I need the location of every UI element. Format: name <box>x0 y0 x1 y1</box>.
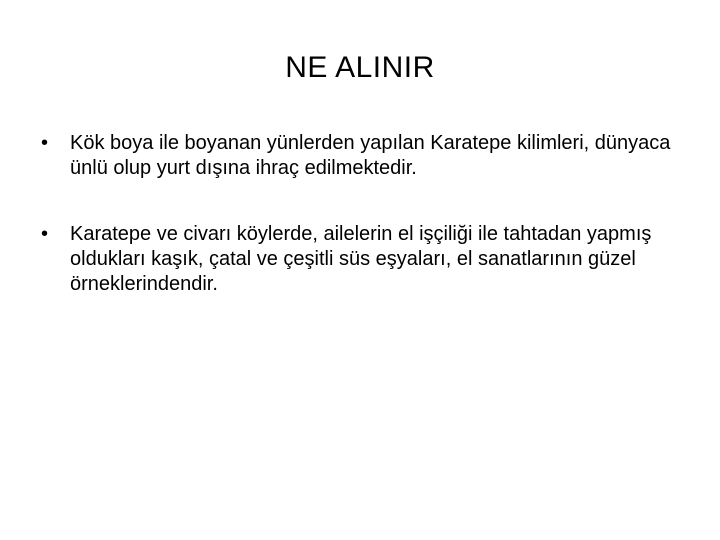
slide-title <box>0 46 720 90</box>
bullet-text: Kök boya ile boyanan yünlerden yapılan Karatepe kilimleri, dünyaca ünlü olup yurt dışına ihraç edilmektedir. <box>70 132 671 179</box>
bullet-text: Karatepe ve civarı köylerde, ailelerin el işçiliği ile tahtadan yapmış oldukları kaşık, çatal ve çeşitli süs eşyaları, el sanatlarının güzel örneklerindendir. <box>70 223 652 295</box>
bullet-item-1 <box>38 131 688 181</box>
slide-title-text: NE ALINIR <box>285 51 435 84</box>
bullet-dot-icon: • <box>41 223 49 245</box>
bullet-dot-icon: • <box>41 132 49 154</box>
bullet-list <box>38 131 688 338</box>
bullet-item-2 <box>38 222 688 297</box>
